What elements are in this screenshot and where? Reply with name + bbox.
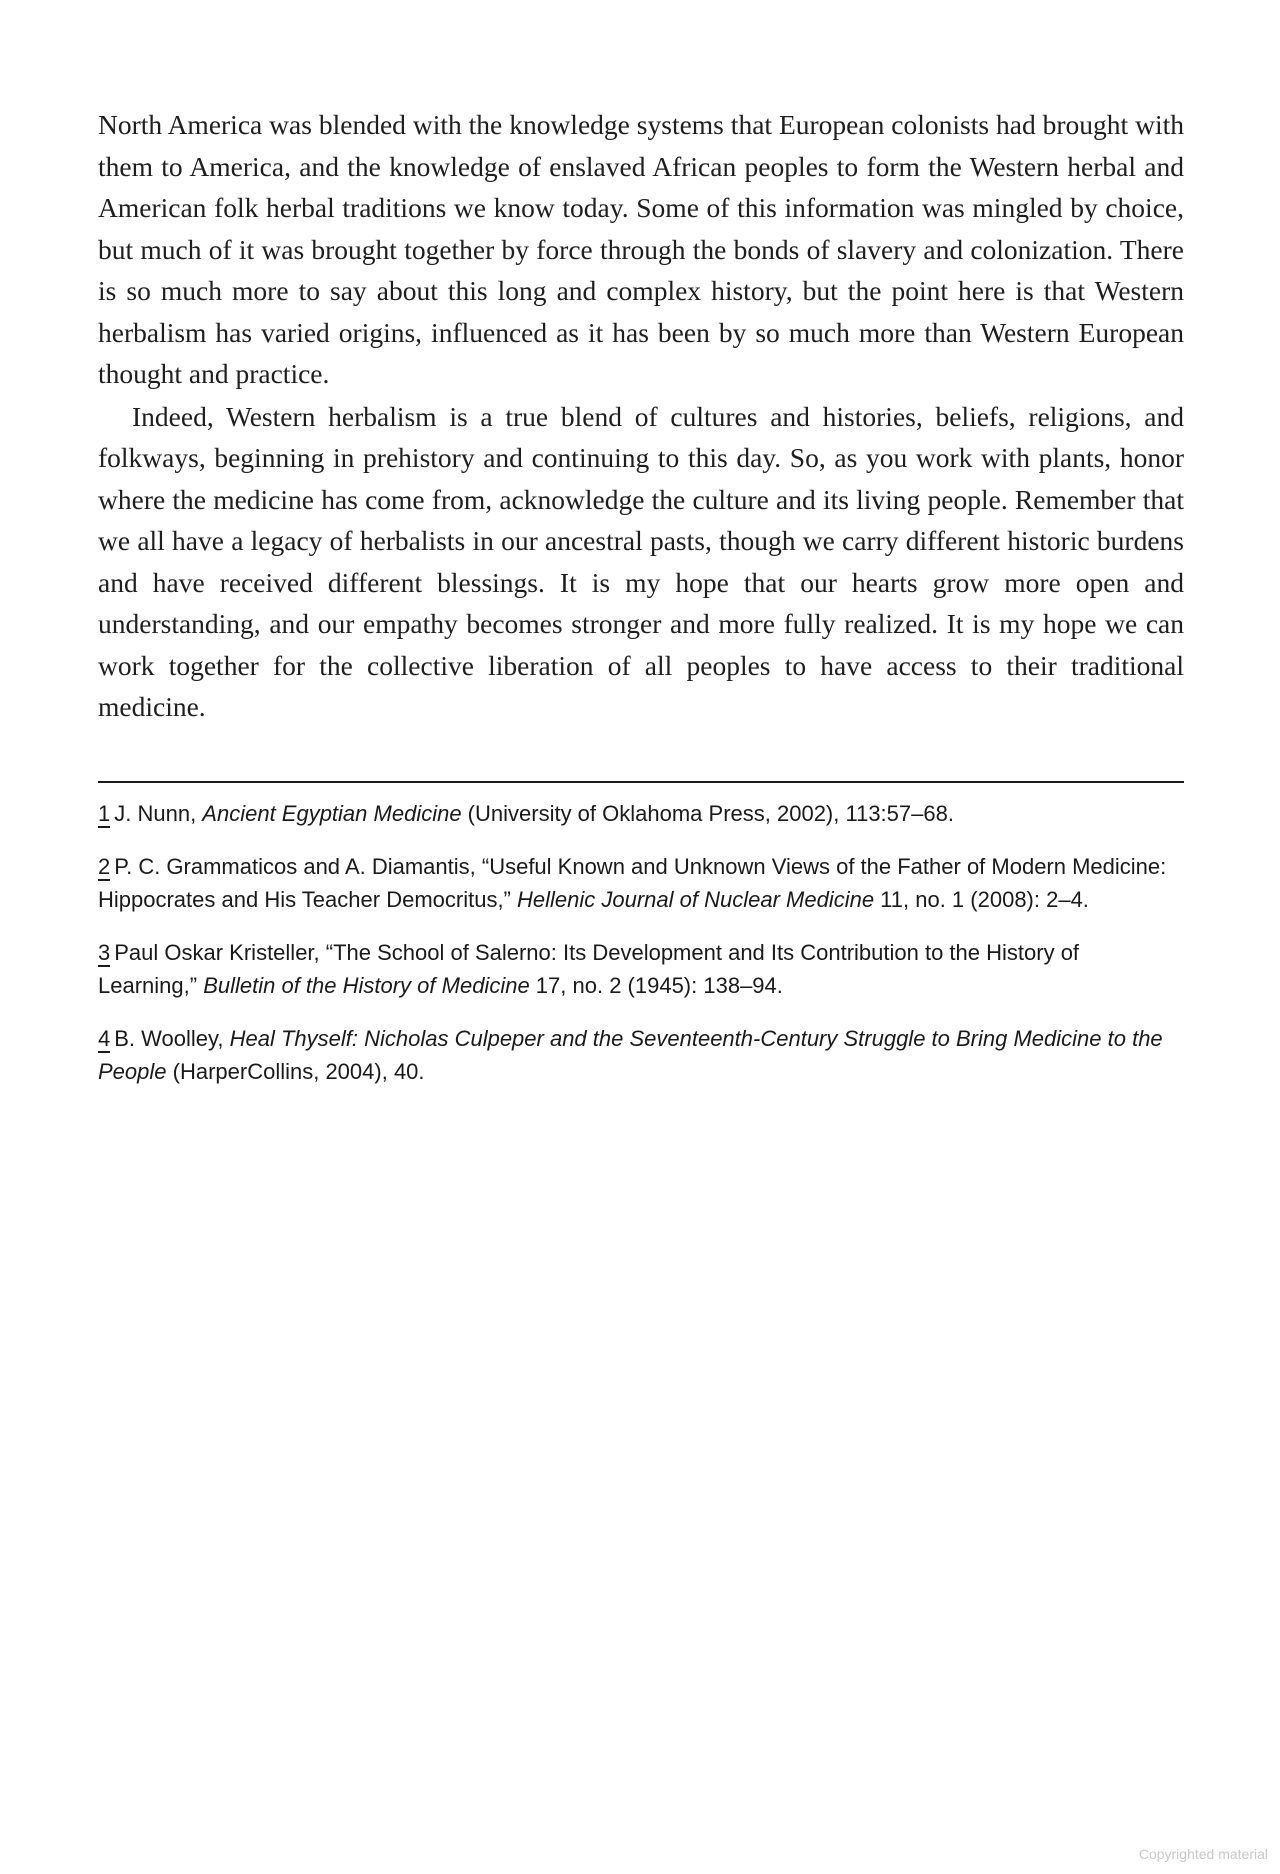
footnote-backlink[interactable]: 1 [98, 800, 111, 826]
footnote-text: B. Woolley, [114, 1025, 230, 1051]
footnote-text: J. Nunn, [114, 800, 203, 826]
book-page [98, 104, 1184, 1108]
footnote-text: Paul Oskar Kristeller, “The School of Salerno: Its Development and Its Contribution to the History of Learning,” [98, 939, 1080, 998]
footnote-item [98, 936, 1184, 1002]
footnote-text: P. C. Grammaticos and A. Diamantis, “Useful Known and Unknown Views of the Father of Modern Medicine: Hippocrates and His Teacher Democritus,” [98, 853, 1167, 912]
footnote-text: (University of Oklahoma Press, 2002), 113:57–68. [461, 800, 954, 826]
footnote-title: Bulletin of the History of Medicine [203, 972, 530, 998]
footnote-item [98, 850, 1184, 916]
footnote-divider [98, 781, 1184, 783]
footnote-backlink[interactable]: 2 [98, 853, 111, 879]
footnote-title: Hellenic Journal of Nuclear Medicine [517, 886, 875, 912]
body-paragraph: North America was blended with the knowledge systems that European colonists had brought with them to America, and the knowledge of enslaved African peoples to form the Western herbal and American folk herbal traditions we know today. Some of this information was mingled by choice, but much of it was brought together by force through the bonds of slavery and colonization. There is so much more to say about this long and complex history, but the point here is that Western herbalism has varied origins, influenced as it has been by so much more than Western European thought and practice. [98, 109, 1184, 389]
footnote-backlink[interactable]: 3 [98, 939, 111, 965]
footnote-backlink[interactable]: 4 [98, 1025, 111, 1051]
main-text [98, 104, 1184, 728]
copyright-watermark: Copyrighted material [1138, 1846, 1268, 1862]
footnote-item [98, 797, 1184, 830]
footnote-text: 17, no. 2 (1945): 138–94. [529, 972, 783, 998]
footnote-title: Heal Thyself: Nicholas Culpeper and the Seventeenth-Century Struggle to Bring Medicine to the People [98, 1025, 1163, 1084]
footnote-title: Ancient Egyptian Medicine [202, 800, 462, 826]
footnote-item [98, 1022, 1184, 1088]
footnote-text: 11, no. 1 (2008): 2–4. [874, 886, 1089, 912]
footnotes-list [98, 797, 1184, 1088]
footnote-text: (HarperCollins, 2004), 40. [166, 1058, 425, 1084]
body-paragraph: Indeed, Western herbalism is a true blend of cultures and histories, beliefs, religions, and folkways, beginning in prehistory and continuing to this day. So, as you work with plants, honor where the medicine has come from, acknowledge the culture and its living people. Remember that we all have a legacy of herbalists in our ancestral pasts, though we carry different historic burdens and have received different blessings. It is my hope that our hearts grow more open and understanding, and our empathy becomes stronger and more fully realized. It is my hope we can work together for the collective liberation of all peoples to have access to their traditional medicine. [98, 400, 1184, 722]
